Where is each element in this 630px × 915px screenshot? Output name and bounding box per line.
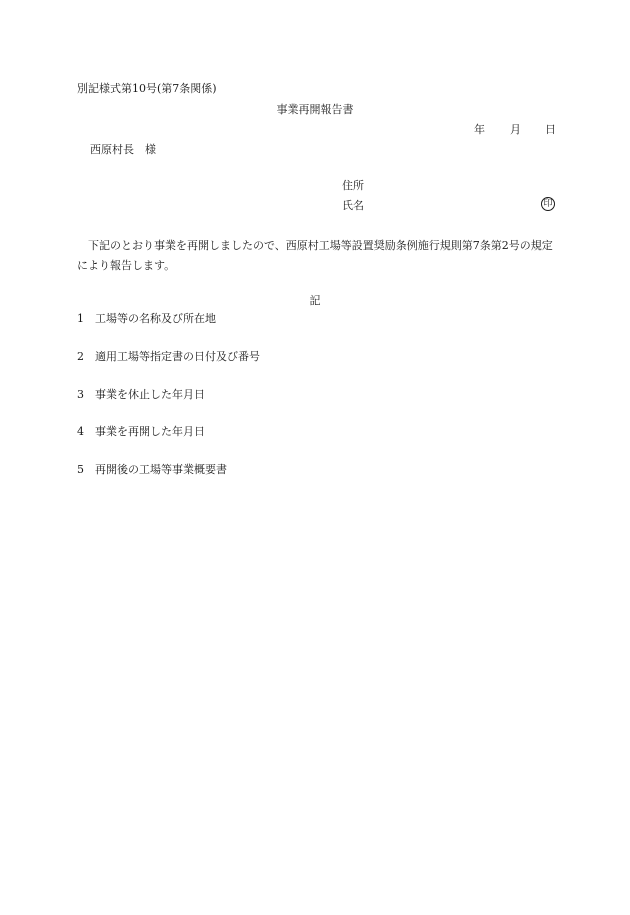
- list-item: [77, 463, 227, 477]
- seal-mark: 印: [541, 197, 555, 211]
- item-number: 1: [77, 312, 84, 325]
- item-text: 事業を休止した年月日: [95, 388, 205, 401]
- item-number: 5: [77, 463, 84, 476]
- body-paragraph: 下記のとおり事業を再開しましたので、西原村工場等設置奨励条例施行規則第7条第2号の規定により報告します。: [77, 239, 553, 272]
- address-label: 住所: [342, 179, 364, 192]
- form-number: 別記様式第10号(第7条関係): [77, 82, 217, 95]
- item-number: 4: [77, 425, 84, 438]
- list-item: [77, 388, 205, 402]
- list-item: [77, 425, 205, 439]
- item-text: 工場等の名称及び所在地: [95, 312, 216, 325]
- item-text: 再開後の工場等事業概要書: [95, 463, 227, 476]
- item-text: 事業を再開した年月日: [95, 425, 205, 438]
- addressee: 西原村長 様: [90, 143, 156, 156]
- item-text: 適用工場等指定書の日付及び番号: [95, 350, 260, 363]
- list-item: [77, 312, 216, 326]
- date-month-label: 月: [510, 123, 521, 136]
- item-number: 3: [77, 388, 84, 401]
- name-label: 氏名: [342, 199, 364, 212]
- document-title: 事業再開報告書: [276, 103, 354, 116]
- item-number: 2: [77, 350, 84, 363]
- record-heading: 記: [309, 294, 321, 307]
- date-day-label: 日: [545, 123, 556, 136]
- date-year-label: 年: [474, 123, 485, 136]
- list-item: [77, 350, 260, 364]
